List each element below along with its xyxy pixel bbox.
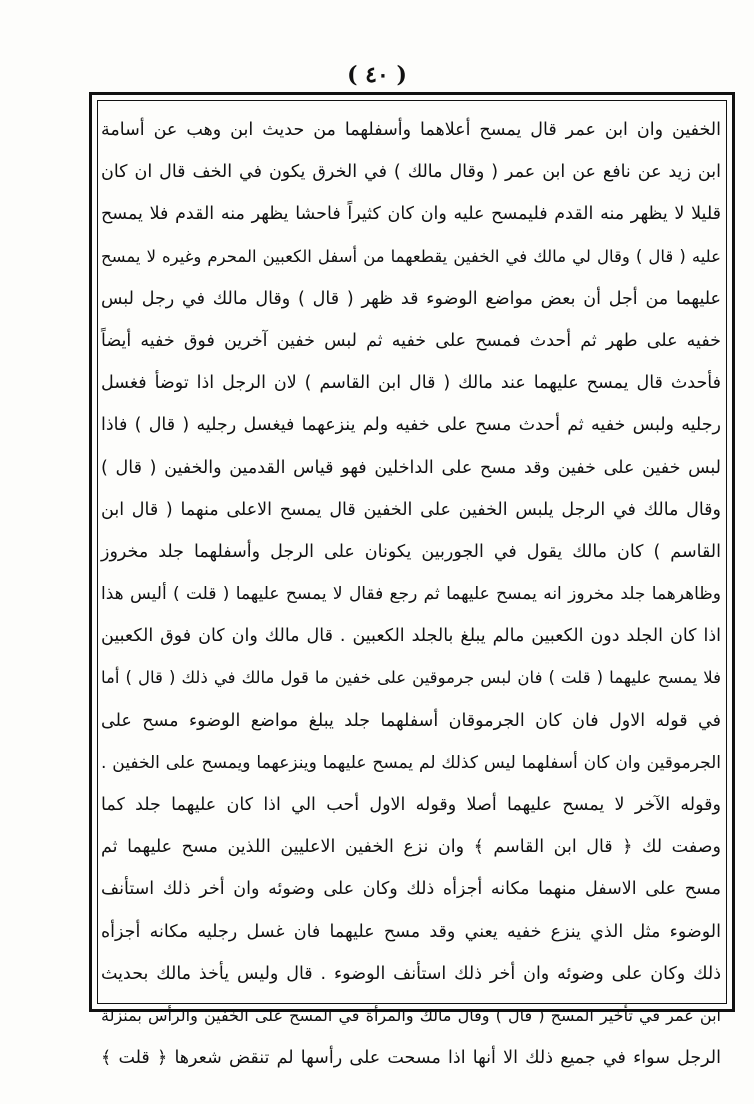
text-line: الجرموقين وان كان أسفلهما ليس كذلك لم يمسح عليهما وينزعهما ويمسح على الخفين .	[101, 752, 721, 773]
text-line: عليه ( قال ) وقال لي مالك في الخفين يقطعهما من أسفل الكعبين المحرم وغيره لا يمسح	[101, 246, 721, 266]
text-line: القاسم ) كان مالك يقول في الجوربين يكونان على الرجل وأسفلهما جلد مخروز	[101, 541, 721, 562]
text-line: رجليه ولبس خفيه ثم أحدث مسح على خفيه ولم ينزعهما فيغسل رجليه ( قال ) فاذا	[101, 415, 721, 436]
text-line: وقال مالك في الرجل يلبس الخفين على الخفين قال يمسح الاعلى منهما ( قال ابن	[101, 499, 721, 520]
text-line: عليهما من أجل أن بعض مواضع الوضوء قد ظهر ( قال ) وقال مالك في رجل لبس	[101, 288, 721, 309]
text-line: وصفت لك ﴿ قال ابن القاسم ﴾ وان نزع الخفين الاعليين اللذين مسح عليهما ثم	[101, 837, 721, 858]
page-number: ( ٤٠ )	[347, 62, 407, 88]
text-line: ذلك وكان على وضوئه وان أخر ذلك استأنف الوضوء . قال وليس يأخذ مالك بحديث	[101, 963, 721, 984]
text-line: ابن عمر في تأخير المسح ( قال ) وقال مالك والمرأة في المسح على الخفين والرأس بمنزلة	[101, 1005, 721, 1025]
text-line: ابن زيد عن نافع عن ابن عمر ( وقال مالك ) في الخرق يكون في الخف قال ان كان	[101, 162, 721, 183]
text-line: لبس خفين على خفين وقد مسح على الداخلين فهو قياس القدمين والخفين ( قال )	[101, 457, 721, 478]
text-line: مسح على الاسفل منهما مكانه أجزأه ذلك وكان على وضوئه وان أخر ذلك استأنف	[101, 879, 721, 900]
text-line: الخفين وان ابن عمر قال يمسح أعلاهما وأسفلهما من حديث ابن وهب عن أسامة	[101, 120, 721, 140]
page-text-body	[101, 109, 721, 1069]
text-line: الرجل سواء في جميع ذلك الا أنها اذا مسحت على رأسها لم تنقض شعرها ﴿ قلت ﴾	[101, 1048, 721, 1069]
text-line: فلا يمسح عليهما ( قلت ) فان لبس جرموقين على خفين ما قول مالك في ذلك ( قال ) أما	[101, 668, 721, 688]
text-line: اذا كان الجلد دون الكعبين مالم يبلغ بالجلد الكعبين . قال مالك وان كان فوق الكعبين	[101, 626, 721, 647]
text-line: الوضوء مثل الذي ينزع خفيه يعني وقد مسح عليهما فان غسل رجليه مكانه أجزأه	[101, 921, 721, 942]
text-line: فأحدث قال يمسح عليهما عند مالك ( قال ابن القاسم ) لان الرجل اذا توضأ فغسل	[101, 373, 721, 394]
text-line: قليلا لا يظهر منه القدم فليمسح عليه وان كان كثيراً فاحشا يظهر منه القدم فلا يمسح	[101, 204, 721, 225]
text-line: خفيه على طهر ثم أحدث فمسح على خفيه ثم لبس خفين آخرين فوق خفيه أيضاً	[101, 330, 721, 351]
text-line: في قوله الاول فان كان الجرموقان أسفلهما جلد يبلغ مواضع الوضوء مسح على	[101, 710, 721, 731]
text-line: وقوله الآخر لا يمسح عليهما أصلا وقوله الاول أحب الي اذا كان عليهما جلد كما	[101, 795, 721, 815]
text-line: وظاهرهما جلد مخروز انه يمسح عليهما ثم رجع فقال لا يمسح عليهما ( قلت ) أليس هذا	[101, 584, 721, 605]
